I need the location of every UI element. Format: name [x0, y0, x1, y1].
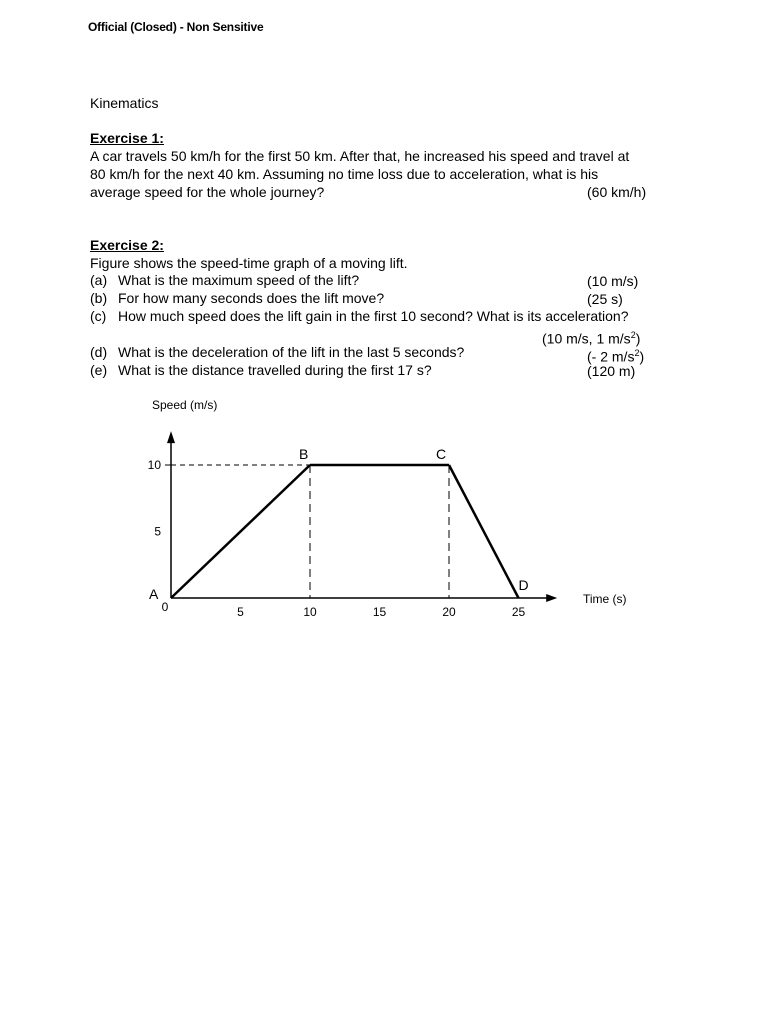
question-letter: (e) [90, 362, 108, 378]
question-text: How much speed does the lift gain in the first 10 second? What is its acceleration? [118, 308, 629, 324]
exercise1-line: 80 km/h for the next 40 km. Assuming no time loss due to acceleration, what is his [90, 166, 599, 182]
x-tick-label: 25 [511, 605, 526, 619]
point-label: B [299, 446, 309, 462]
question-answer: (- 2 $m/s^2$) [587, 348, 645, 365]
y-tick-label: 5 [154, 524, 161, 539]
x-axis-arrow [546, 594, 557, 602]
x-tick-label: 0 [161, 600, 169, 614]
question-letter: (c) [90, 308, 107, 324]
x-tick-label: 5 [237, 605, 244, 619]
point-label: C [436, 446, 447, 462]
question-answer: (10 m/s) [587, 273, 639, 289]
x-axis-label: Time (s) [583, 592, 627, 606]
x-tick-label: 15 [372, 605, 387, 619]
y-tick-label: 10 [147, 458, 161, 472]
question-text: What is the deceleration of the lift in the last 5 seconds? [118, 344, 465, 360]
exercise1-answer: (60 km/h) [587, 184, 647, 200]
point-label: D [518, 577, 529, 593]
classification-header: Official (Closed) - Non Sensitive [88, 20, 264, 34]
question-letter: (b) [90, 290, 108, 306]
y-axis-label: Speed (m/s) [152, 398, 218, 412]
y-axis-arrow [167, 431, 175, 443]
exercise1-title: Exercise 1: [90, 130, 164, 146]
question-text: What is the maximum speed of the lift? [118, 272, 360, 288]
exercise1-line: average speed for the whole journey? [90, 184, 325, 200]
topic-title: Kinematics [90, 95, 159, 111]
point-label: A [149, 586, 159, 602]
question-letter: (a) [90, 272, 108, 288]
question-answer: (25 s) [587, 291, 623, 307]
x-tick-label: 20 [442, 605, 456, 619]
exercise2-intro: Figure shows the speed-time graph of a moving lift. [90, 255, 408, 271]
question-letter: (d) [90, 344, 108, 360]
question-text: For how many seconds does the lift move? [118, 290, 385, 306]
series-segment [171, 465, 310, 598]
exercise1-line: A car travels 50 km/h for the first 50 km. After that, he increased his speed and travel at [90, 148, 630, 164]
question-answer: (120 m) [587, 363, 636, 379]
question-answer: (10 m/s, 1 $m/s^2$) [542, 330, 641, 347]
exercise2-title: Exercise 2: [90, 237, 164, 253]
series-segment [449, 465, 519, 598]
x-tick-label: 10 [303, 605, 317, 619]
question-text: What is the distance travelled during the first 17 s? [118, 362, 432, 378]
